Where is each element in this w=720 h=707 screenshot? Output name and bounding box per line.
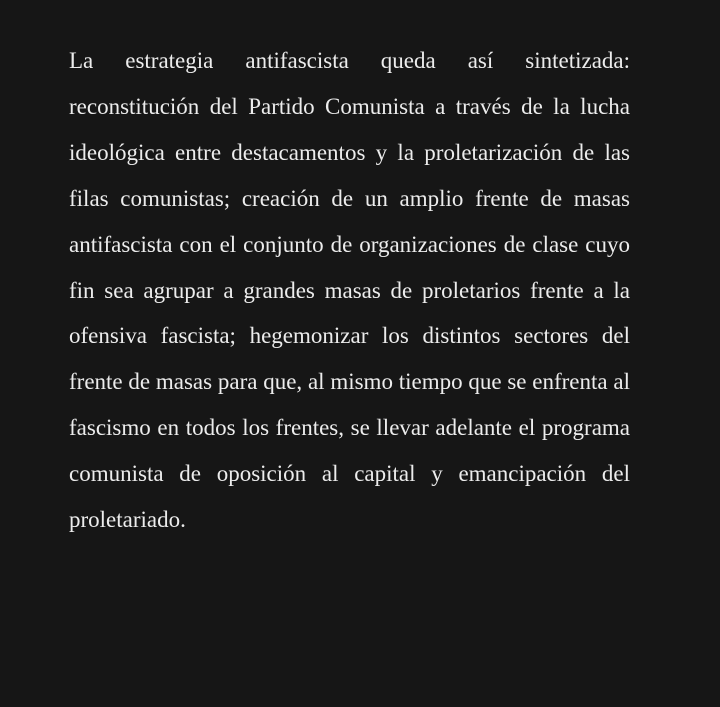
- body-paragraph: La estrategia antifascista queda así sintetizada: reconstitución del Partido Comunista a través de la lucha ideológica entre destacamentos y la proletarización de las filas comunistas; creación de un amplio frente de masas antifascista con el conjunto de organizaciones de clase cuyo fin sea agrupar a grandes masas de proletarios frente a la ofensiva fascista; hegemonizar los distintos sectores del frente de masas para que, al mismo tiempo que se enfrenta al fascismo en todos los frentes, se llevar adelante el programa comunista de oposición al capital y emancipación del proletariado.: [69, 48, 630, 533]
- document-body: [69, 38, 630, 543]
